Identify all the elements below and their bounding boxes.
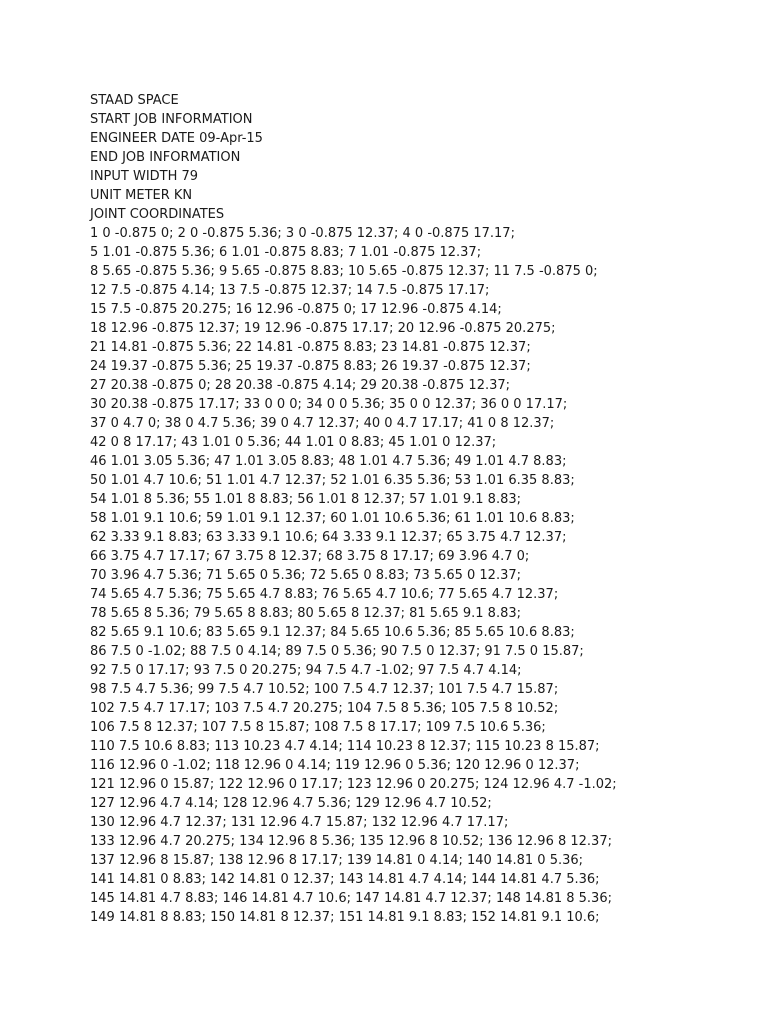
text-line: 130 12.96 4.7 12.37; 131 12.96 4.7 15.87; 132 12.96 4.7 17.17; bbox=[90, 815, 509, 830]
text-line: 106 7.5 8 12.37; 107 7.5 8 15.87; 108 7.5 8 17.17; 109 7.5 10.6 5.36; bbox=[90, 720, 546, 735]
text-line: 50 1.01 4.7 10.6; 51 1.01 4.7 12.37; 52 1.01 6.35 5.36; 53 1.01 6.35 8.83; bbox=[90, 473, 575, 488]
text-line: 86 7.5 0 -1.02; 88 7.5 0 4.14; 89 7.5 0 5.36; 90 7.5 0 12.37; 91 7.5 0 15.87; bbox=[90, 644, 584, 659]
text-line: 149 14.81 8 8.83; 150 14.81 8 12.37; 151 14.81 9.1 8.83; 152 14.81 9.1 10.6; bbox=[90, 910, 600, 925]
text-line: 5 1.01 -0.875 5.36; 6 1.01 -0.875 8.83; 7 1.01 -0.875 12.37; bbox=[90, 245, 482, 260]
text-line: END JOB INFORMATION bbox=[90, 150, 241, 165]
text-line: 30 20.38 -0.875 17.17; 33 0 0 0; 34 0 0 5.36; 35 0 0 12.37; 36 0 0 17.17; bbox=[90, 397, 568, 412]
document-body bbox=[90, 91, 750, 927]
text-line: 24 19.37 -0.875 5.36; 25 19.37 -0.875 8.83; 26 19.37 -0.875 12.37; bbox=[90, 359, 531, 374]
text-line: 12 7.5 -0.875 4.14; 13 7.5 -0.875 12.37; 14 7.5 -0.875 17.17; bbox=[90, 283, 490, 298]
text-line: 116 12.96 0 -1.02; 118 12.96 0 4.14; 119 12.96 0 5.36; 120 12.96 0 12.37; bbox=[90, 758, 580, 773]
text-line: 8 5.65 -0.875 5.36; 9 5.65 -0.875 8.83; 10 5.65 -0.875 12.37; 11 7.5 -0.875 0; bbox=[90, 264, 598, 279]
text-line: 141 14.81 0 8.83; 142 14.81 0 12.37; 143 14.81 4.7 4.14; 144 14.81 4.7 5.36; bbox=[90, 872, 600, 887]
text-line: 145 14.81 4.7 8.83; 146 14.81 4.7 10.6; 147 14.81 4.7 12.37; 148 14.81 8 5.36; bbox=[90, 891, 612, 906]
text-line: 92 7.5 0 17.17; 93 7.5 0 20.275; 94 7.5 4.7 -1.02; 97 7.5 4.7 4.14; bbox=[90, 663, 522, 678]
text-line: 78 5.65 8 5.36; 79 5.65 8 8.83; 80 5.65 8 12.37; 81 5.65 9.1 8.83; bbox=[90, 606, 521, 621]
text-line: 133 12.96 4.7 20.275; 134 12.96 8 5.36; 135 12.96 8 10.52; 136 12.96 8 12.37; bbox=[90, 834, 612, 849]
text-line: START JOB INFORMATION bbox=[90, 112, 253, 127]
text-line: 127 12.96 4.7 4.14; 128 12.96 4.7 5.36; 129 12.96 4.7 10.52; bbox=[90, 796, 492, 811]
text-line: 74 5.65 4.7 5.36; 75 5.65 4.7 8.83; 76 5.65 4.7 10.6; 77 5.65 4.7 12.37; bbox=[90, 587, 559, 602]
text-line: 46 1.01 3.05 5.36; 47 1.01 3.05 8.83; 48 1.01 4.7 5.36; 49 1.01 4.7 8.83; bbox=[90, 454, 567, 469]
text-line: 82 5.65 9.1 10.6; 83 5.65 9.1 12.37; 84 5.65 10.6 5.36; 85 5.65 10.6 8.83; bbox=[90, 625, 575, 640]
text-line: 58 1.01 9.1 10.6; 59 1.01 9.1 12.37; 60 1.01 10.6 5.36; 61 1.01 10.6 8.83; bbox=[90, 511, 575, 526]
text-line: ENGINEER DATE 09-Apr-15 bbox=[90, 131, 263, 146]
text-line: 15 7.5 -0.875 20.275; 16 12.96 -0.875 0; 17 12.96 -0.875 4.14; bbox=[90, 302, 502, 317]
text-line: 21 14.81 -0.875 5.36; 22 14.81 -0.875 8.83; 23 14.81 -0.875 12.37; bbox=[90, 340, 531, 355]
text-line: 54 1.01 8 5.36; 55 1.01 8 8.83; 56 1.01 8 12.37; 57 1.01 9.1 8.83; bbox=[90, 492, 521, 507]
text-line: INPUT WIDTH 79 bbox=[90, 169, 199, 184]
text-line: 121 12.96 0 15.87; 122 12.96 0 17.17; 123 12.96 0 20.275; 124 12.96 4.7 -1.02; bbox=[90, 777, 617, 792]
text-line: STAAD SPACE bbox=[90, 93, 179, 108]
text-line: JOINT COORDINATES bbox=[90, 207, 225, 222]
text-line: 137 12.96 8 15.87; 138 12.96 8 17.17; 139 14.81 0 4.14; 140 14.81 0 5.36; bbox=[90, 853, 584, 868]
text-line: 37 0 4.7 0; 38 0 4.7 5.36; 39 0 4.7 12.37; 40 0 4.7 17.17; 41 0 8 12.37; bbox=[90, 416, 555, 431]
text-line: 102 7.5 4.7 17.17; 103 7.5 4.7 20.275; 104 7.5 8 5.36; 105 7.5 8 10.52; bbox=[90, 701, 559, 716]
text-line: 42 0 8 17.17; 43 1.01 0 5.36; 44 1.01 0 8.83; 45 1.01 0 12.37; bbox=[90, 435, 497, 450]
text-line: 1 0 -0.875 0; 2 0 -0.875 5.36; 3 0 -0.875 12.37; 4 0 -0.875 17.17; bbox=[90, 226, 515, 241]
text-line: 62 3.33 9.1 8.83; 63 3.33 9.1 10.6; 64 3.33 9.1 12.37; 65 3.75 4.7 12.37; bbox=[90, 530, 567, 545]
text-line: 27 20.38 -0.875 0; 28 20.38 -0.875 4.14; 29 20.38 -0.875 12.37; bbox=[90, 378, 511, 393]
text-line: 18 12.96 -0.875 12.37; 19 12.96 -0.875 17.17; 20 12.96 -0.875 20.275; bbox=[90, 321, 556, 336]
text-line: 66 3.75 4.7 17.17; 67 3.75 8 12.37; 68 3.75 8 17.17; 69 3.96 4.7 0; bbox=[90, 549, 530, 564]
text-line: 98 7.5 4.7 5.36; 99 7.5 4.7 10.52; 100 7.5 4.7 12.37; 101 7.5 4.7 15.87; bbox=[90, 682, 559, 697]
text-line: UNIT METER KN bbox=[90, 188, 193, 203]
text-line: 110 7.5 10.6 8.83; 113 10.23 4.7 4.14; 114 10.23 8 12.37; 115 10.23 8 15.87; bbox=[90, 739, 600, 754]
text-line: 70 3.96 4.7 5.36; 71 5.65 0 5.36; 72 5.65 0 8.83; 73 5.65 0 12.37; bbox=[90, 568, 521, 583]
